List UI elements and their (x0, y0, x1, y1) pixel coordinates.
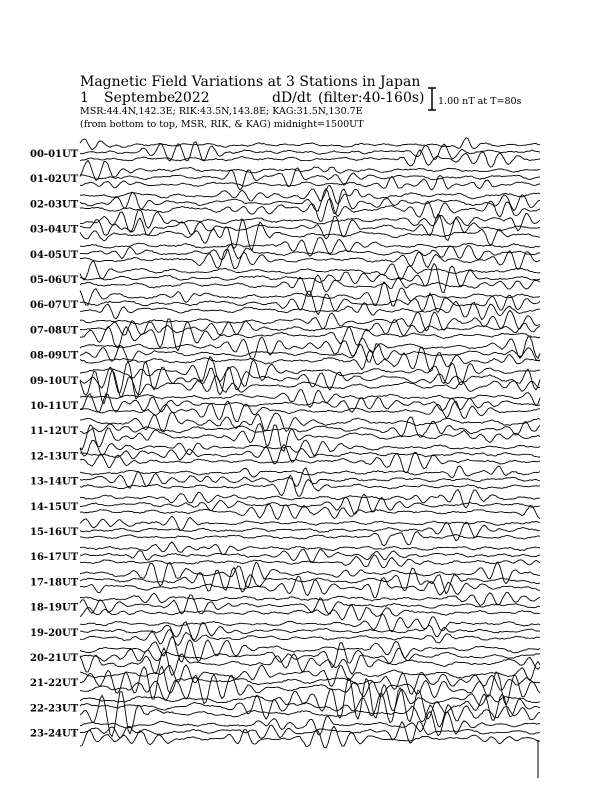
hour-label-14-15UT: 14-15UT (30, 501, 79, 513)
trace-RIK-11-12UT (80, 417, 540, 437)
trace-KAG-19-20UT (80, 614, 540, 632)
traces (80, 138, 540, 748)
trace-KAG-14-15UT (80, 490, 540, 509)
chart-title: Magnetic Field Variations at 3 Stations in Japan (80, 74, 421, 90)
hour-label-07-08UT: 07-08UT (30, 325, 79, 337)
trace-MSR-00-01UT (80, 150, 540, 167)
trace-MSR-21-22UT (80, 672, 540, 705)
trace-KAG-08-09UT (80, 337, 540, 360)
hour-label-02-03UT: 02-03UT (30, 199, 79, 211)
hour-label-20-21UT: 20-21UT (30, 653, 79, 664)
trace-RIK-22-23UT (80, 688, 540, 723)
hour-label-12-13UT: 12-13UT (30, 451, 79, 463)
hour-label-00-01UT: 00-01UT (30, 149, 79, 160)
trace-RIK-04-05UT (80, 245, 540, 260)
date-month: Septembe (104, 90, 176, 106)
trace-RIK-10-11UT (80, 394, 540, 413)
trace-MSR-23-24UT (80, 726, 540, 748)
order-note: (from bottom to top, MSR, RIK, & KAG) midnight=1500UT (80, 119, 364, 130)
hour-label-19-20UT: 19-20UT (30, 627, 79, 639)
trace-KAG-17-18UT (80, 562, 540, 587)
hour-label-08-09UT: 08-09UT (30, 350, 79, 362)
date-day: 1 (80, 90, 89, 106)
trace-MSR-18-19UT (80, 605, 540, 620)
trace-KAG-07-08UT (80, 310, 540, 331)
trace-MSR-04-05UT (80, 250, 540, 270)
trace-KAG-10-11UT (80, 390, 540, 408)
trace-RIK-16-17UT (80, 549, 540, 562)
trace-KAG-00-01UT (80, 138, 540, 150)
trace-KAG-18-19UT (80, 592, 540, 605)
hour-labels (30, 149, 79, 740)
hour-label-05-06UT: 05-06UT (30, 275, 79, 286)
hour-label-23-24UT: 23-24UT (30, 728, 79, 740)
hour-label-06-07UT: 06-07UT (30, 300, 79, 312)
trace-KAG-12-13UT (80, 440, 540, 456)
trace-MSR-07-08UT (80, 319, 540, 351)
trace-RIK-05-06UT (80, 264, 540, 293)
hour-label-01-02UT: 01-02UT (30, 174, 79, 186)
scale-bar-label: 1.00 nT at T=80s (438, 96, 522, 107)
hour-label-10-11UT: 10-11UT (30, 401, 79, 412)
hour-label-18-19UT: 18-19UT (30, 602, 79, 614)
trace-MSR-19-20UT (80, 630, 540, 646)
stations-line: MSR:44.4N,142.3E; RIK:43.5N,143.8E; KAG:31.5N,130.7E (80, 106, 363, 117)
hour-label-03-04UT: 03-04UT (30, 224, 79, 236)
trace-MSR-20-21UT (80, 648, 540, 676)
hour-label-21-22UT: 21-22UT (30, 678, 79, 690)
date-year: 2022 (174, 90, 210, 106)
trace-RIK-18-19UT (80, 595, 540, 614)
trace-KAG-13-14UT (80, 466, 540, 478)
trace-RIK-08-09UT (80, 344, 540, 362)
hour-label-16-17UT: 16-17UT (30, 552, 79, 564)
trace-MSR-12-13UT (80, 452, 540, 473)
hour-label-04-05UT: 04-05UT (30, 249, 79, 261)
trace-MSR-15-16UT (80, 532, 540, 546)
trace-KAG-16-17UT (80, 542, 540, 555)
filter-label: (filter:40-160s) (318, 90, 425, 106)
trace-RIK-09-10UT (80, 361, 540, 399)
hour-label-22-23UT: 22-23UT (30, 703, 79, 715)
trace-MSR-14-15UT (80, 505, 540, 520)
hour-label-15-16UT: 15-16UT (30, 527, 79, 538)
hour-label-11-12UT: 11-12UT (30, 426, 79, 438)
chart-header (80, 74, 425, 130)
trace-MSR-08-09UT (80, 347, 540, 372)
hour-label-13-14UT: 13-14UT (30, 476, 79, 488)
hour-label-17-18UT: 17-18UT (30, 577, 79, 589)
quantity-label: dD/dt (272, 90, 312, 106)
scale-bar (428, 88, 522, 110)
hour-label-09-10UT: 09-10UT (30, 375, 79, 387)
